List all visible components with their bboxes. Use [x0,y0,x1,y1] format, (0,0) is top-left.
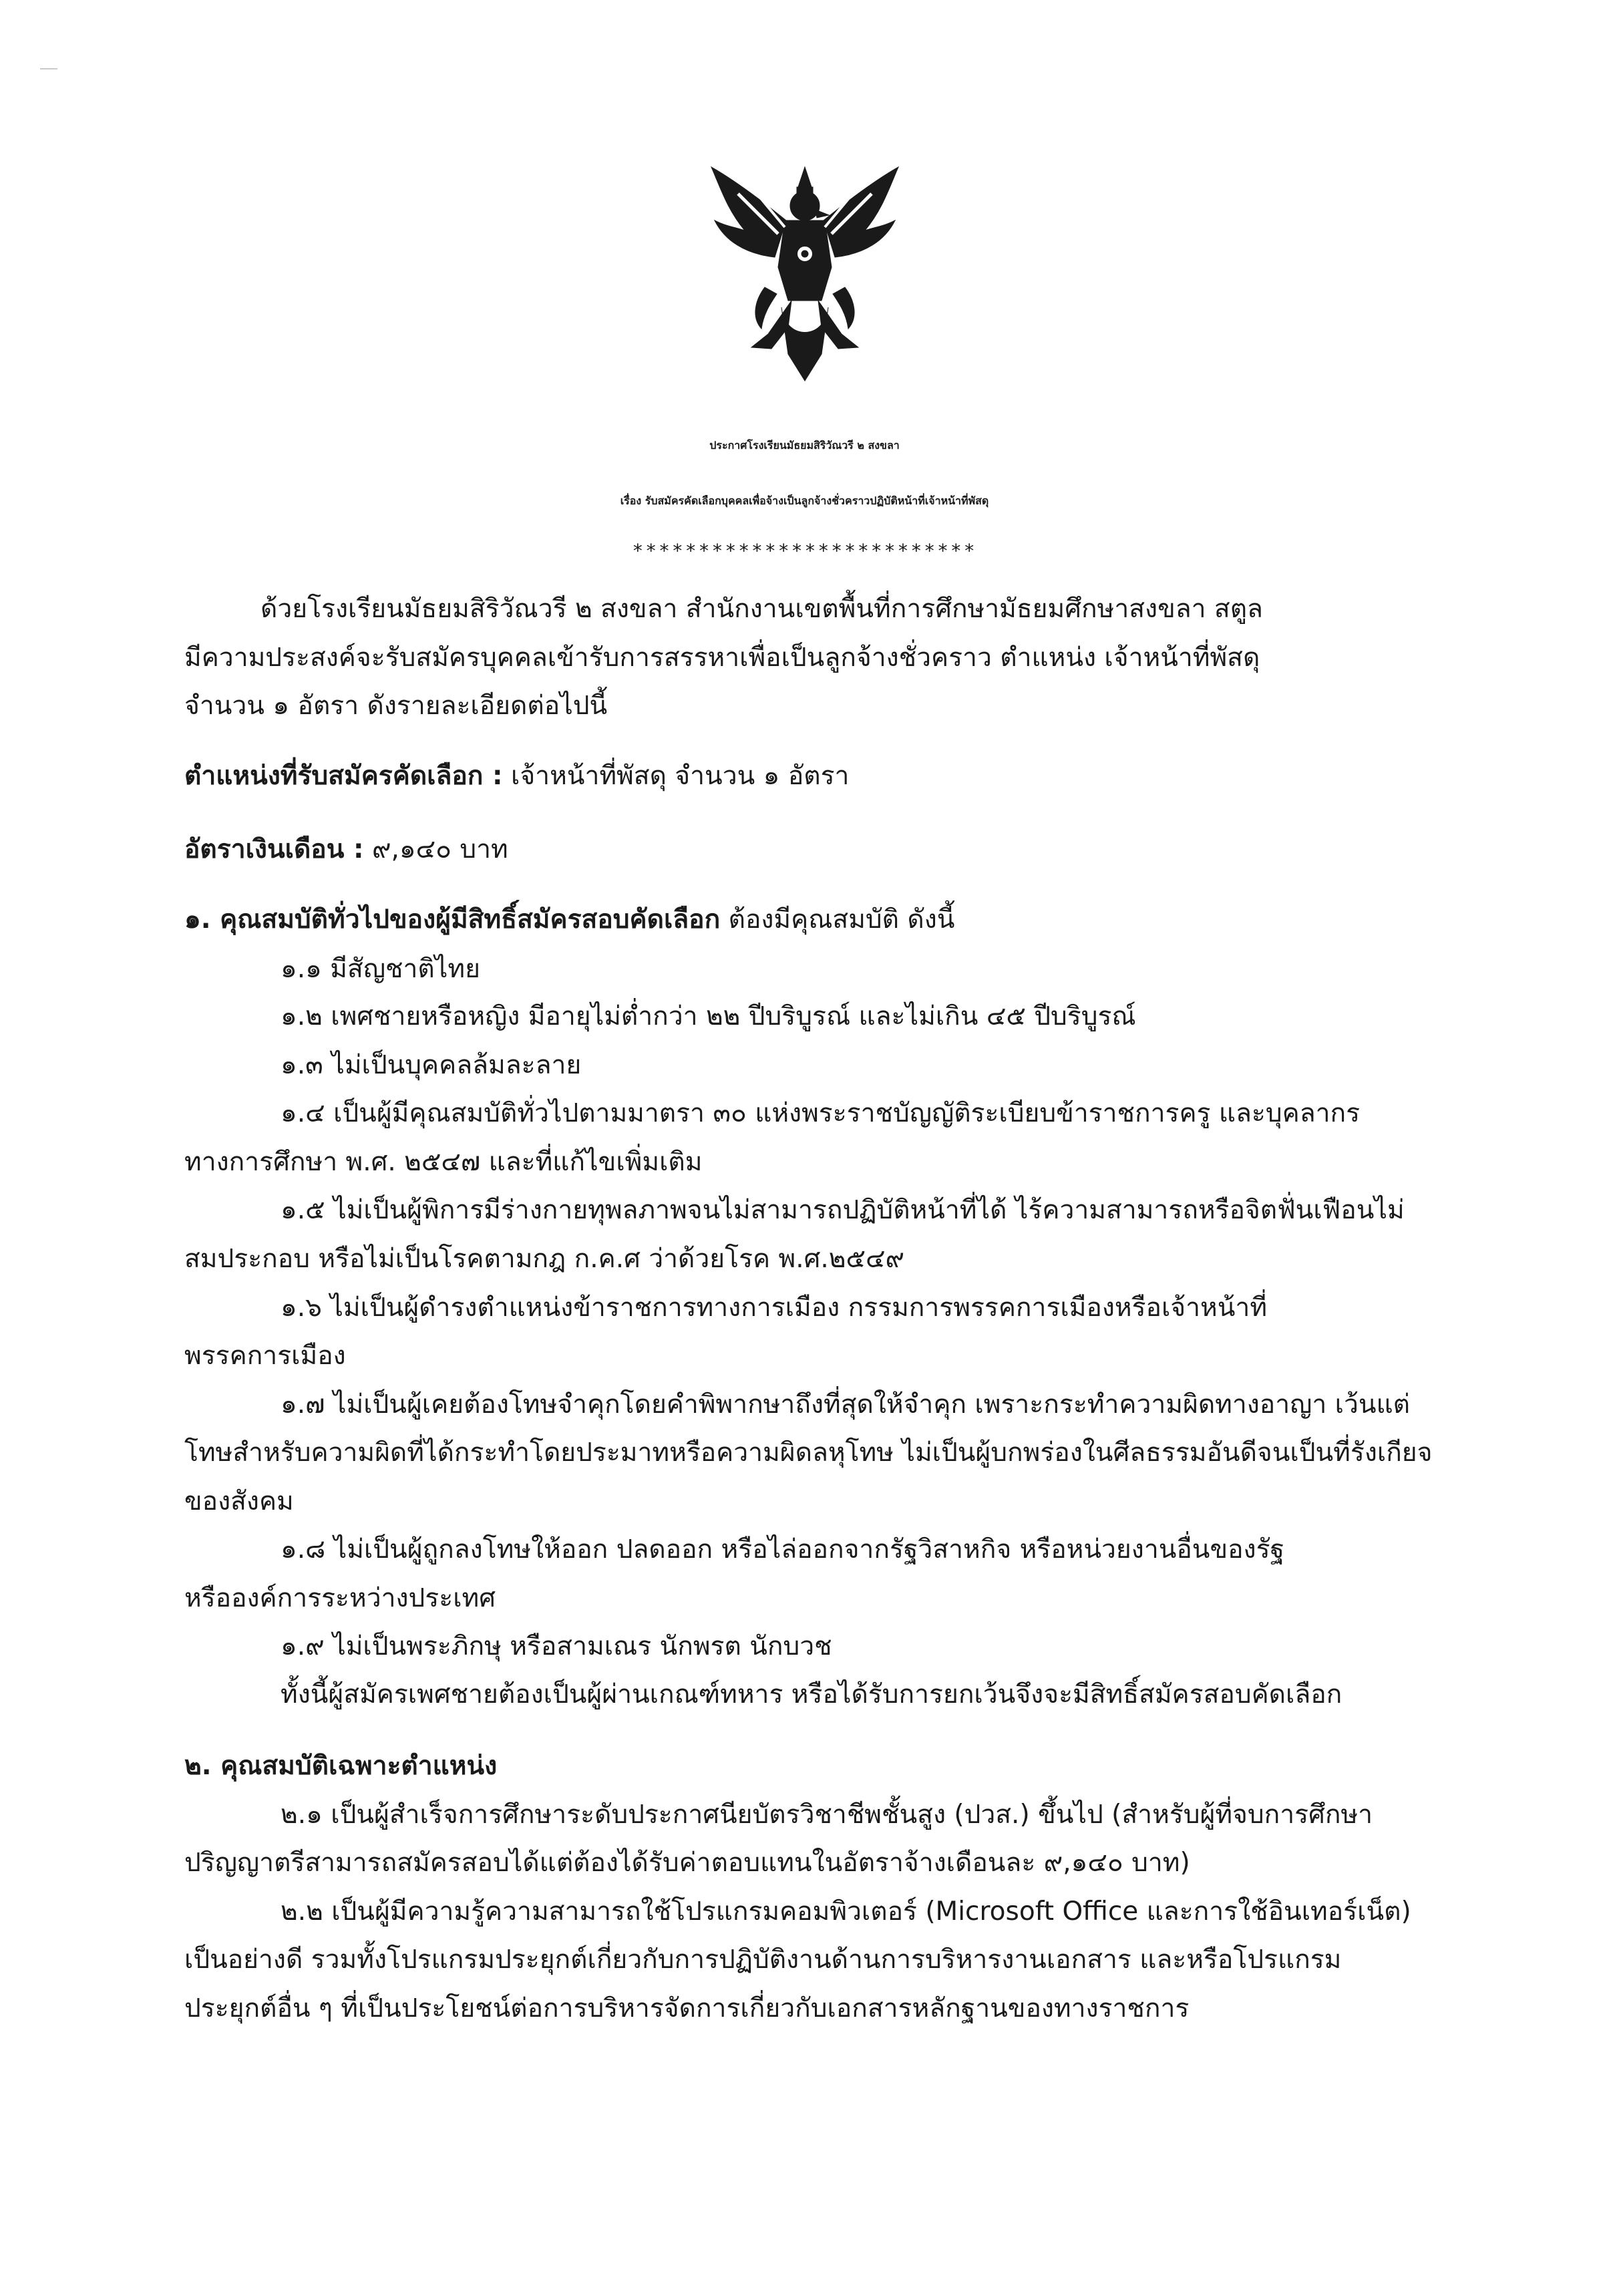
section2-line: ประยุกต์อื่น ๆ ที่เป็นประโยชน์ต่อการบริหารจัดการเกี่ยวกับเอกสารหลักฐานของทางราชการ [184,1993,1190,2023]
section1-note: ทั้งนี้ผู้สมัครเพศชายต้องเป็นผู้ผ่านเกณฑ์ทหาร หรือได้รับการยกเว้นจึงจะมีสิทธิ์สมัครสอบคัดเลือก [281,1679,1343,1709]
section1-heading-tail: ต้องมีคุณสมบัติ ดังนี้ [728,905,955,935]
section2-line: เป็นอย่างดี รวมทั้งโปรแกรมประยุกต์เกี่ยวกับการปฏิบัติงานด้านการบริหารงานเอกสาร และหรือโปรแกรม [184,1945,1342,1975]
section1-line: โทษสำหรับความผิดที่ได้กระทำโดยประมาทหรือความผิดลหุโทษ ไม่เป็นผู้บกพร่องในศีลธรรมอันดีจนเป็นที่รังเกียจ [184,1438,1433,1468]
section1-heading: ๑. คุณสมบัติทั่วไปของผู้มีสิทธิ์สมัครสอบคัดเลือก [184,905,721,935]
announcement-title: ประกาศโรงเรียนมัธยมสิริวัณวรี ๒ สงขลา [709,439,900,452]
intro-line-1: ด้วยโรงเรียนมัธยมสิริวัณวรี ๒ สงขลา สำนักงานเขตพื้นที่การศึกษามัธยมศึกษาสงขลา สตูล [260,594,1263,624]
section2-line: ปริญญาตรีสามารถสมัครสอบได้แต่ต้องได้รับค่าตอบแทนในอัตราจ้างเดือนละ ๙,๑๔๐ บาท) [184,1848,1190,1878]
section1-line: ทางการศึกษา พ.ศ. ๒๕๔๗ และที่แก้ไขเพิ่มเติม [184,1147,703,1177]
section1-line: ๑.๑ มีสัญชาติไทย [281,954,480,984]
position-row [184,755,849,796]
salary-row [184,828,508,870]
section1-line: ๑.๖ ไม่เป็นผู้ดำรงตำแหน่งข้าราชการทางการเมือง กรรมการพรรคการเมืองหรือเจ้าหน้าที่ [281,1293,1268,1323]
section1-line: ๑.๗ ไม่เป็นผู้เคยต้องโทษจำคุกโดยคำพิพากษาถึงที่สุดให้จำคุก เพราะกระทำความผิดทางอาญา เว้นแต่ [281,1389,1410,1420]
section1-line: ๑.๓ ไม่เป็นบุคคลล้มละลาย [281,1050,582,1080]
salary-value: ๙,๑๔๐ บาท [371,834,508,864]
title-separator: ************************** [632,540,977,562]
section2-line: ๒.๒ เป็นผู้มีความรู้ความสามารถใช้โปรแกรมคอมพิวเตอร์ (Microsoft Office และการใช้อินเทอร์เน็ต) [281,1897,1411,1927]
intro-line-3: จำนวน ๑ อัตรา ดังรายละเอียดต่อไปนี้ [184,691,608,721]
section1-line: ๑.๙ ไม่เป็นพระภิกษุ หรือสามเณร นักพรต นักบวช [281,1631,832,1661]
section1-line: ๑.๒ เพศชายหรือหญิง มีอายุไม่ต่ำกว่า ๒๒ ปีบริบูรณ์ และไม่เกิน ๔๕ ปีบริบูรณ์ [281,1001,1136,1031]
position-value: เจ้าหน้าที่พัสดุ จำนวน ๑ อัตรา [511,761,850,791]
section2-heading: ๒. คุณสมบัติเฉพาะตำแหน่ง [184,1751,498,1781]
scan-mark [40,68,57,69]
section1-line: หรือองค์การระหว่างประเทศ [184,1583,496,1613]
position-label: ตำแหน่งที่รับสมัครคัดเลือก : [184,761,503,791]
intro-line-2: มีความประสงค์จะรับสมัครบุคคลเข้ารับการสรรหาเพื่อเป็นลูกจ้างชั่วคราว ตำแหน่ง เจ้าหน้าที่พัสดุ [184,643,1260,673]
section1-line: ของสังคม [184,1486,294,1516]
section1-heading-row [184,898,954,940]
garuda-emblem-icon [698,154,912,387]
salary-label: อัตราเงินเดือน : [184,834,364,864]
section1-line: ๑.๔ เป็นผู้มีคุณสมบัติทั่วไปตามมาตรา ๓๐ แห่งพระราชบัญญัติระเบียบข้าราชการครู และบุคลากร [281,1098,1361,1128]
announcement-subject: เรื่อง รับสมัครคัดเลือกบุคคลเพื่อจ้างเป็นลูกจ้างชั่วคราวปฏิบัติหน้าที่เจ้าหน้าที่พัสดุ [620,494,989,507]
section1-line: ๑.๘ ไม่เป็นผู้ถูกลงโทษให้ออก ปลดออก หรือไล่ออกจากรัฐวิสาหกิจ หรือหน่วยงานอื่นของรัฐ [281,1534,1285,1565]
section2-line: ๒.๑ เป็นผู้สำเร็จการศึกษาระดับประกาศนียบัตรวิชาชีพชั้นสูง (ปวส.) ขึ้นไป (สำหรับผู้ที่จบการศึกษา [281,1800,1373,1830]
section1-line: สมประกอบ หรือไม่เป็นโรคตามกฎ ก.ค.ศ ว่าด้วยโรค พ.ศ.๒๕๔๙ [184,1244,905,1274]
section1-line: พรรคการเมือง [184,1341,346,1371]
section1-line: ๑.๕ ไม่เป็นผู้พิการมีร่างกายทุพลภาพจนไม่สามารถปฏิบัติหน้าที่ได้ ไร้ความสามารถหรือจิตฟั่นเฟือนไม่ [281,1195,1405,1225]
